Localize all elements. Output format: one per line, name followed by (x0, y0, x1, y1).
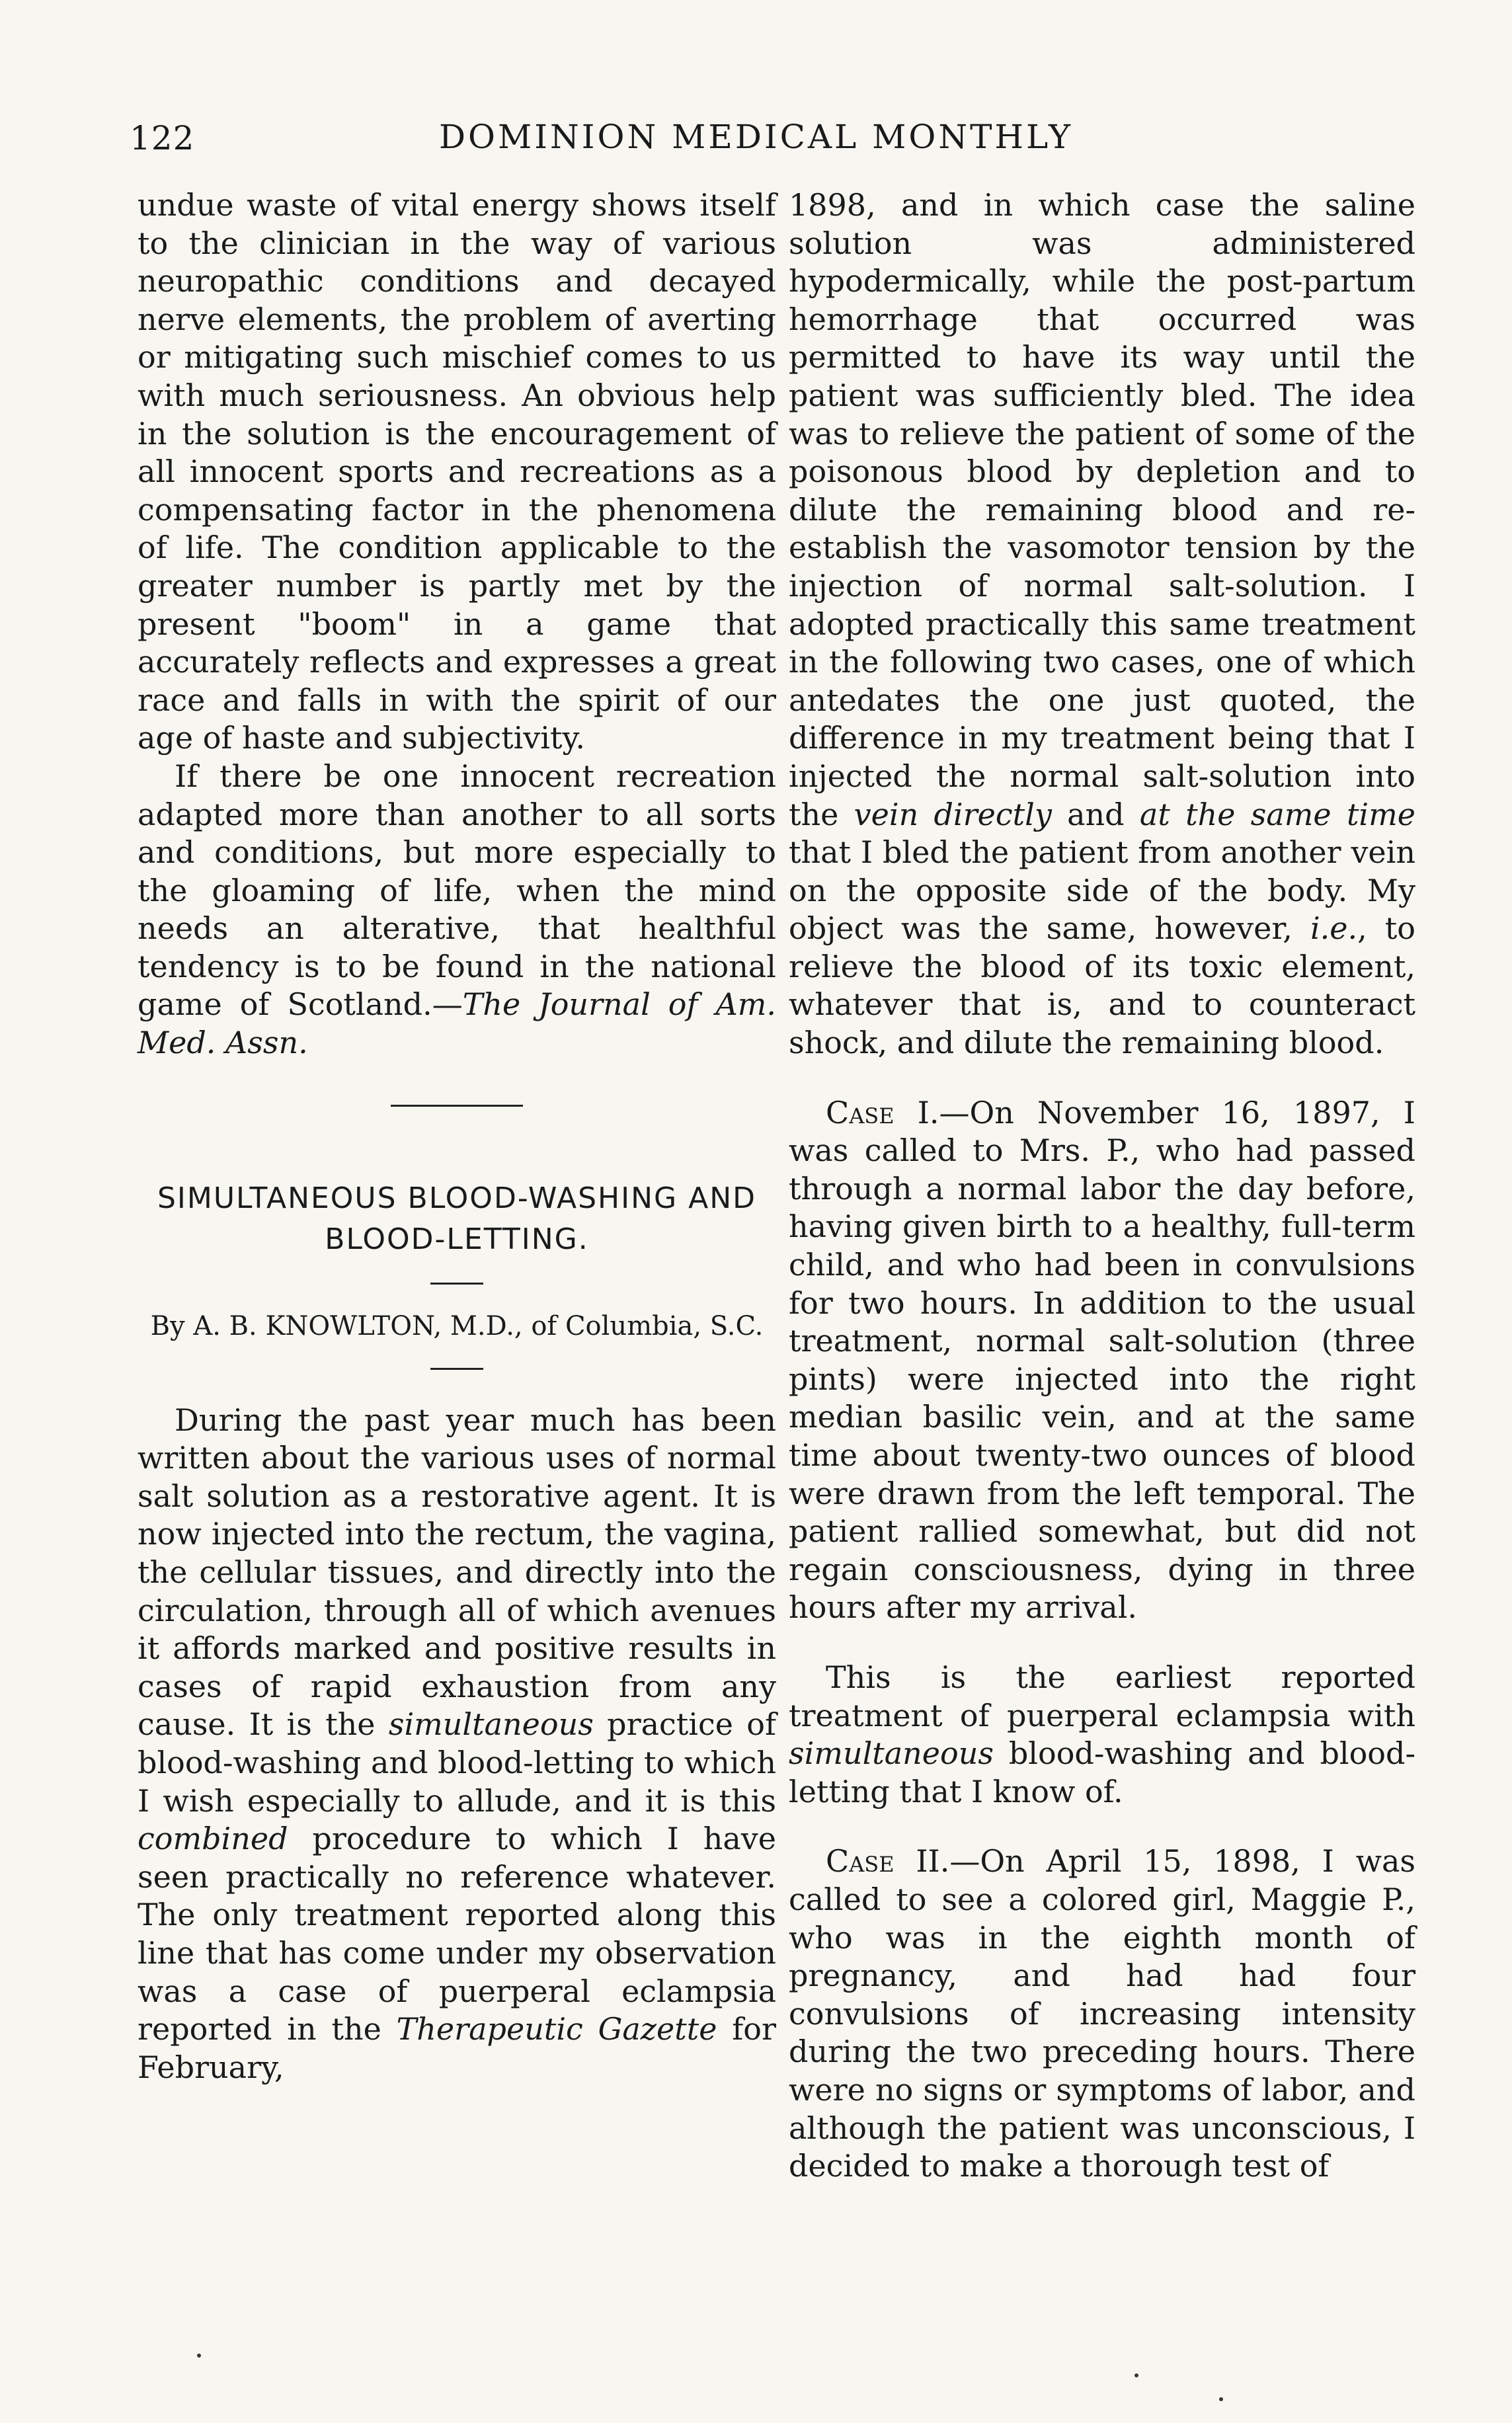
emphasis: at the same time (1139, 796, 1415, 832)
print-speck (197, 2354, 201, 2358)
author-byline: By A. B. KNOWLTON, M.D., of Columbia, S.C. (150, 1310, 764, 1341)
article-title: SIMULTANEOUS BLOOD-WASHING AND BLOOD-LETTING. (157, 1181, 756, 1256)
running-title: DOMINION MEDICAL MONTHLY (438, 118, 1074, 156)
journal-citation: The Journal of Am. Med. Assn. (138, 986, 777, 1061)
case-two (789, 1843, 1415, 2185)
paragraph-text: If there be one innocent recreation adapted more than another to all sorts and conditions, but more especially to the gloaming of life, when the mind needs an alterative, that healthful tendency is to be found in the national game of Scotland.— (138, 758, 776, 1023)
text-run: and (1051, 796, 1140, 832)
paragraph-recreation (138, 758, 776, 1062)
text-run: procedure to which I have seen practically no reference whatever. The only treatment reported along this line that has come under my observation was a case of puerperal eclampsia reported in the (138, 1821, 776, 2047)
emphasis: combined (138, 1821, 288, 1857)
text-run: This is the earliest reported treatment of puerperal eclampsia with (789, 1659, 1415, 1733)
paragraph-continued: undue waste of vital energy shows itself to the clinician in the way of various neuropathic conditions and decayed nerve elements, the problem of averting or mitigating such mischief comes to us with much seriousness. An obvious help in the solution is the encouragement of all innocent sports and recreations as a compensating factor in the phenomena of life. The condition applicable to the greater number is partly met by the present "boom" in a game that accurately reflects and expresses a great race and falls in with the spirit of our age of haste and subjectivity. (138, 187, 776, 756)
text-run: that I bled the patient from another vein on the opposite side of the body. My object was the same, however, (789, 834, 1415, 947)
emphasis: simultaneous (388, 1706, 594, 1743)
text-run: —On April 15, 1898, I was called to see a colored girl, Maggie P., who was in the eighth month of pregnancy, and had had four convulsions of increasing intensity during the two preceding hours. There were no signs or symptoms of labor, and although the patient was unconscious, I decided to make a thorough test of (789, 1843, 1415, 2184)
print-speck (1134, 2373, 1138, 2377)
text-run: —On November 16, 1897, I was called to Mrs. P., who had passed through a normal labor the day before, having given birth to a healthy, full-term child, and who had been in convulsions for two hours. In addition to the usual treatment, normal salt-solution (three pints) were injected into the right median basilic vein, and at the same time about twenty-two ounces of blood were drawn from the left temporal. The patient rallied somewhat, but did not regain consciousness, dying in three hours after my arrival. (789, 1094, 1415, 1626)
text-run: practice of blood-washing and blood-letting to which I wish especially to allude, and it is this (138, 1706, 776, 1819)
emphasis: vein directly (854, 796, 1052, 832)
print-speck (1219, 2397, 1223, 2401)
left-column (138, 186, 776, 2086)
paragraph-earliest (789, 1659, 1415, 1811)
case-one (789, 1094, 1415, 1627)
case-label: Case II. (826, 1843, 950, 1880)
text-run: blood-washing and blood-letting that I know of. (789, 1735, 1415, 1809)
text-run: , to relieve the blood of its toxic element, whatever that is, and to counteract shock, and dilute the remaining blood. (789, 910, 1415, 1061)
paragraph-continued (789, 186, 1415, 1062)
text-run: for February, (138, 2011, 776, 2085)
section-divider (391, 1105, 523, 1107)
emphasis: simultaneous (789, 1735, 994, 1772)
emphasis: i.e. (1310, 910, 1358, 947)
journal-citation: Therapeutic Gazette (396, 2011, 717, 2047)
page-number: 122 (130, 119, 195, 157)
text-run: During the past year much has been written about the various uses of normal salt solution as a restorative agent. It is now injected into the rectum, the vagina, the cellular tissues, and directly into the circulation, through all of which avenues it affords marked and positive results in cases of rapid exhaustion from any cause. It is the (138, 1402, 776, 1743)
paragraph-intro (138, 1402, 776, 2087)
case-label: Case I. (826, 1094, 939, 1131)
right-column (789, 186, 1415, 2186)
text-run: 1898, and in which case the saline solution was administered hypodermically, while the post-partum hemorrhage that occurred was permitted to have its way until the patient was sufficiently bled. The idea was to relieve the patient of some of the poisonous blood by depletion and to dilute the remaining blood and re-establish the vasomotor tension by the injection of normal salt-solution. I adopted practically this same treatment in the following two cases, one of which antedates the one just quoted, the difference in my treatment being that I injected the normal salt-solution into the (789, 187, 1415, 832)
